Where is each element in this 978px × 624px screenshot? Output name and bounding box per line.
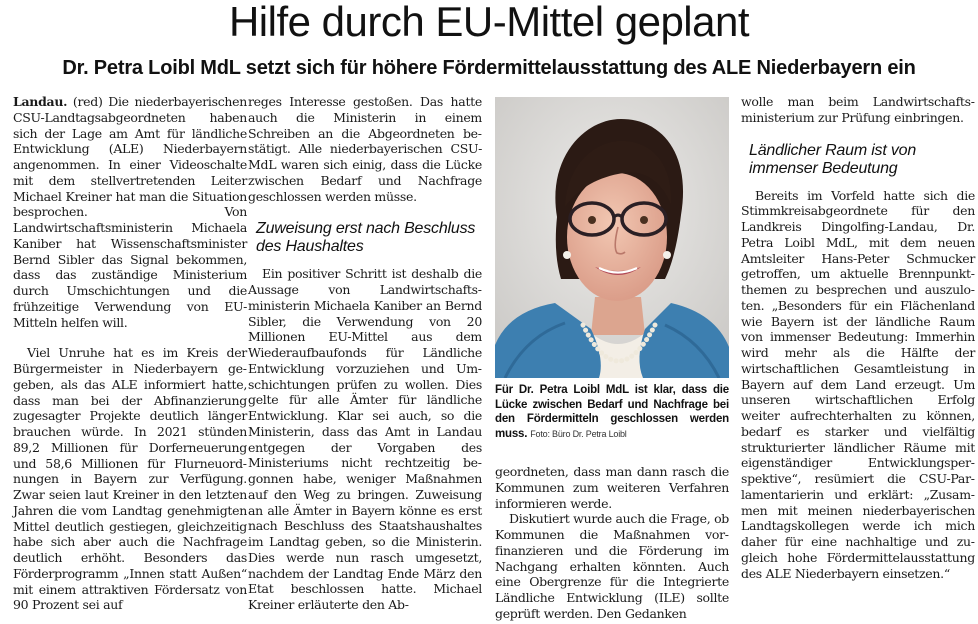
paragraph: geordneten, dass man dann rasch die Kommunen zum weiteren Verfahren informieren werde. [495,464,729,511]
subheadline: Dr. Petra Loibl MdL setzt sich für höhere Fördermittelausstattung des ALE Niederbayern ein [62,57,916,79]
headline: Hilfe durch EU-Mittel geplant [228,0,750,45]
paragraph-text: (red) Die niederbayerischen CSU-Landtagsabgeordneten haben sich der Lage am Amt für ländliche Entwicklung (ALE) Niederbayern angenommen. In einer Videoschalte mit dem stellvertretenden Leiter Michael Kreiner hat man die Situation besprochen. Von Landwirtschaftsministerin Michaela Kaniber hat Wissenschaftsminister Bernd Sibler das Signal bekommen, dass das zuständige Ministerium durch Umschichtungen und die frühzeitige Verwendung von EU-Mitteln helfen will. [13,94,247,330]
article-column-1 [13,94,247,613]
section-heading: Ländlicher Raum ist von immenser Bedeutung [749,141,917,177]
portrait-photo [495,97,729,378]
caption-text: Für Dr. Petra Loibl MdL ist klar, dass die Lücke zwischen Bedarf und Nachfrage bei den Fördermitteln geschlossen werden muss. [495,384,729,440]
photo-caption [495,383,729,441]
article-column-2 [248,94,482,613]
paragraph: Bereits im Vorfeld hatte sich die Stimmkreisabgeordnete für den Landkreis Dingolfing-Landau, Dr. Petra Loibl MdL, mit dem neuen Amtsleiter Hans-Peter Schmucker getroffen, um aktuelle Brennpunktthemen zu besprechen und auszuloten. „Besonders für ein Flächenland wie Bayern ist der ländliche Raum von immenser Bedeutung: Immerhin wird mehr als die Hälfte der wirtschaftlichen Gesamtleistung in Bayern auf dem Land erzeugt. Um unseren wirtschaftlichen Erfolg weiter aufrechterhalten zu können, bedarf es starker und vielfältig strukturierter ländlicher Räume mit eigenständiger Entwicklungsperspektive“, resümiert die CSU-Parlamentarierin und erklärt: „Zusammen mit meinen niederbayerischen Landtagskollegen werde ich mich daher für eine nachhaltige und zugleich hohe Fördermittelausstattung des ALE Niederbayern einsetzen.“ [741,187,975,581]
article-column-4 [741,94,975,581]
article-column-3 [495,464,729,622]
paragraph: wolle man beim Landwirtschaftsministerium zur Prüfung einbringen. [741,94,975,125]
paragraph: Ein positiver Schritt ist deshalb die Aussage von Landwirtschaftsministerin Michaela Kaniber an Bernd Sibler, die Verwendung von 20 Millionen EU-Mittel aus dem Wiederaufbaufonds für Ländliche Entwicklung vorzuziehen und Umschichtungen prüfen zu wollen. Dies gelte für alle Ämter für ländliche Entwicklung. Klar sei auch, so die Ministerin, dass das Amt in Landau entgegen der Vorgaben des Ministeriums nicht rechtzeitig begonnen habe, weniger Maßnahmen auf den Weg zu bringen. Zuweisung an alle Ämter in Bayern könne es erst nach Beschluss des Staatshaushaltes im Landtag geben, so die Ministerin. Dies werde nun rasch umgesetzt, nachdem der Landtag Ende März den Etat beschlossen hatte. Michael Kreiner erläuterte den Ab- [248,266,482,612]
paragraph [13,94,247,330]
paragraph: Diskutiert wurde auch die Frage, ob Kommunen die Maßnahmen vorfinanzieren und die Förderung im Nachgang erhalten könnten. Auch eine Obergrenze für die Integrierte Ländliche Entwicklung (ILE) sollte geprüft werden. Den Gedanken [495,511,729,621]
paragraph: Viel Unruhe hat es im Kreis der Bürgermeister in Niederbayern gegeben, als das ALE informiert hatte, dass man bei der Abfinanzierung zugesagter Projekte deutlich länger brauchen würde. In 2021 stünden 89,2 Millionen für Dorferneuerung und 58,6 Millionen für Flurneuordnungen in Bayern zur Verfügung. Zwar seien laut Kreiner in den letzten Jahren die vom Landtag genehmigten Mittel deutlich gestiegen, gleichzeitig habe sich aber auch die Nachfrage deutlich erhöht. Besonders das Förderprogramm „Innen statt Außen“ mit einem attraktiven Fördersatz von 90 Prozent sei auf [13,345,247,613]
paragraph: reges Interesse gestoßen. Das hatte auch die Ministerin in einem Schreiben an die Abgeordneten bestätigt. Alle niederbayerischen CSU-MdL waren sich einig, dass die Lücke zwischen Bedarf und Nachfrage geschlossen werden müsse. [248,94,482,204]
section-heading: Zuweisung erst nach Beschluss des Haushaltes [256,220,476,256]
dateline: Landau. [13,94,68,109]
photo-credit: Foto: Büro Dr. Petra Loibl [530,428,627,439]
